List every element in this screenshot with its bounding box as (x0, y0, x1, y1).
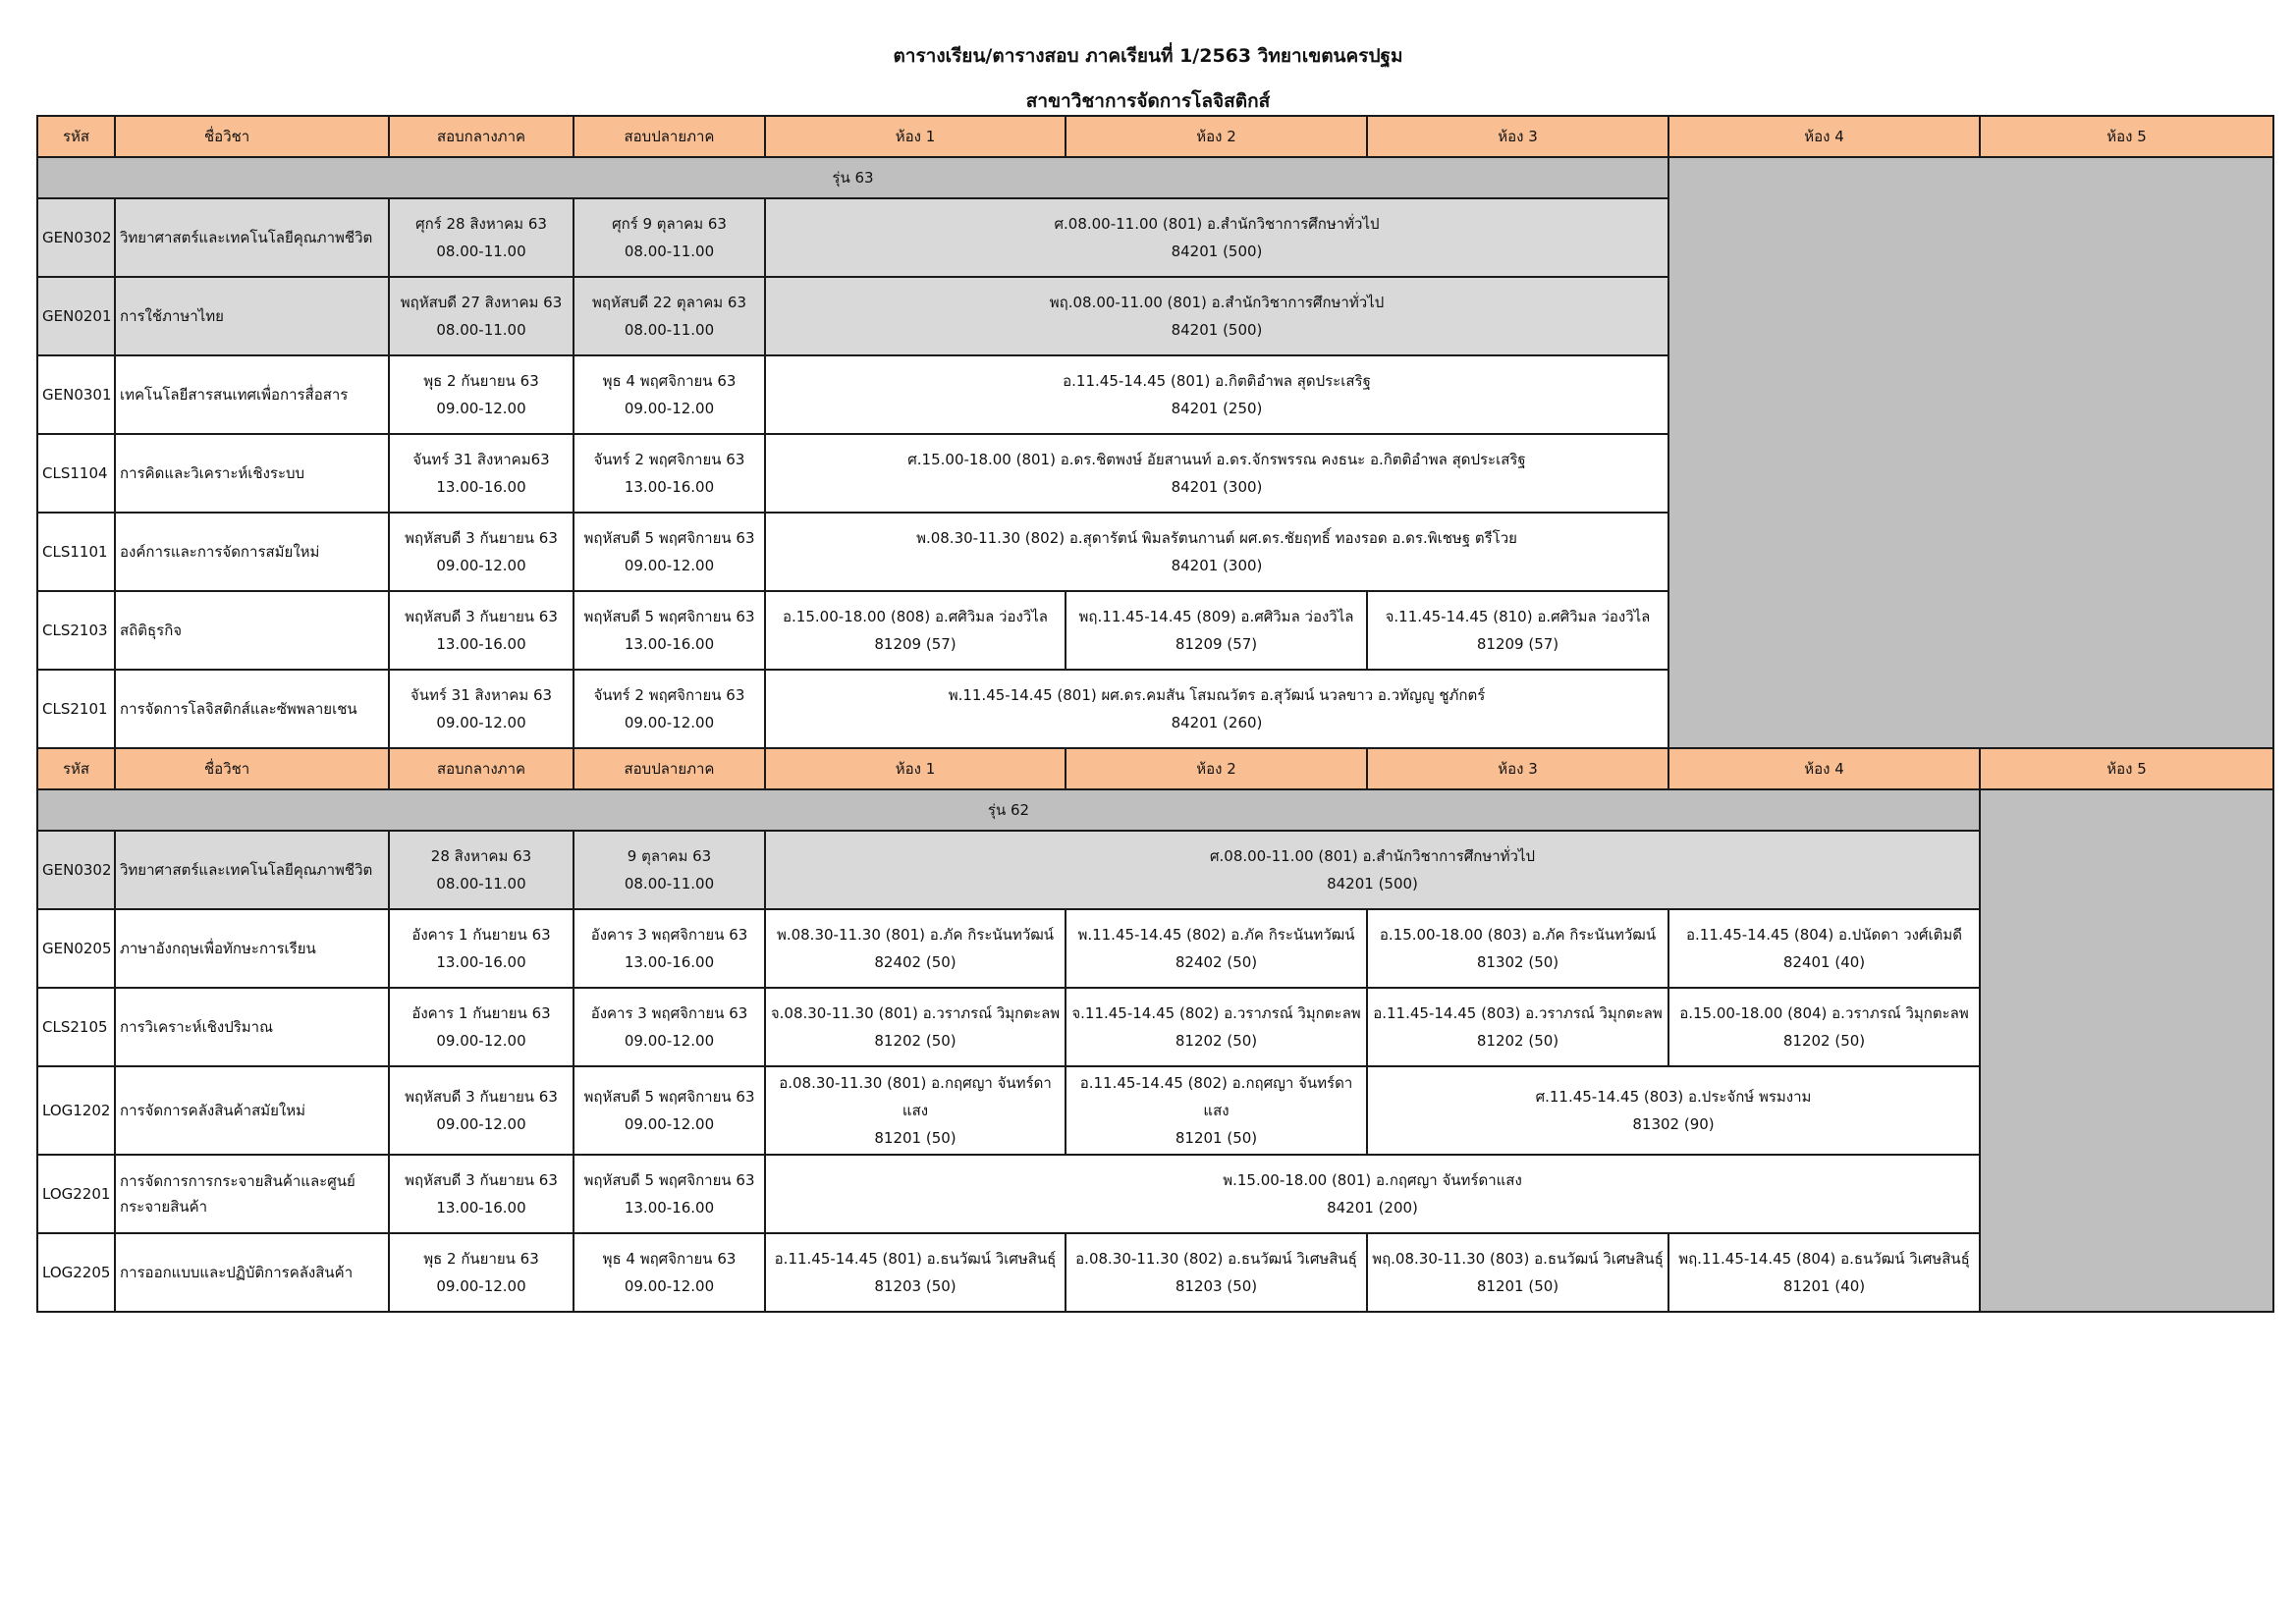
exam-date: พุธ 2 กันยายน 63 (423, 1250, 539, 1268)
course-code: GEN0301 (37, 355, 115, 434)
final-exam (574, 988, 765, 1066)
col-room1: ห้อง 1 (765, 116, 1066, 157)
col-room3: ห้อง 3 (1367, 116, 1668, 157)
col-name: ชื่อวิชา (115, 116, 389, 157)
group-label: รุ่น 63 (37, 157, 1668, 198)
session-room: 84201 (300) (1171, 557, 1263, 574)
session-room: 84201 (500) (1171, 243, 1263, 260)
course-name: การใช้ภาษาไทย (115, 277, 389, 355)
exam-time: 09.00-12.00 (624, 400, 715, 417)
course-name: วิทยาศาสตร์และเทคโนโลยีคุณภาพชีวิต (115, 198, 389, 277)
table-row (37, 988, 2273, 1066)
group-label: รุ่น 62 (37, 789, 1980, 831)
session-info: ศ.08.00-11.00 (801) อ.สำนักวิชาการศึกษาทั่วไป (1054, 215, 1380, 233)
final-exam (574, 198, 765, 277)
session-room: 84201 (250) (1171, 400, 1263, 417)
course-name-line1: การจัดการการกระจายสินค้าและศูนย์ (120, 1172, 355, 1190)
session-info: ศ.08.00-11.00 (801) อ.สำนักวิชาการศึกษาทั่วไป (1209, 847, 1536, 865)
exam-time: 08.00-11.00 (436, 243, 526, 260)
exam-date: 28 สิงหาคม 63 (430, 847, 532, 865)
session-info: ศ.11.45-14.45 (803) อ.ประจักษ์ พรมงาม (1535, 1088, 1812, 1106)
course-code: GEN0302 (37, 198, 115, 277)
exam-date: พฤหัสบดี 27 สิงหาคม 63 (400, 294, 563, 311)
midterm-exam (389, 513, 574, 591)
exam-date: พฤหัสบดี 5 พฤศจิกายน 63 (583, 608, 755, 625)
exam-time: 08.00-11.00 (624, 243, 715, 260)
room2-session (1066, 909, 1367, 988)
document-subtitle: สาขาวิชาการจัดการโลจิสติกส์ (1025, 90, 1271, 112)
exam-date: จันทร์ 31 สิงหาคม 63 (410, 686, 553, 704)
session-room: 81209 (57) (874, 635, 957, 653)
exam-time: 13.00-16.00 (624, 1199, 715, 1217)
course-name: เทคโนโลยีสารสนเทศเพื่อการสื่อสาร (115, 355, 389, 434)
midterm-exam (389, 831, 574, 909)
course-name: การจัดการโลจิสติกส์และซัพพลายเชน (115, 670, 389, 748)
col-room1: ห้อง 1 (765, 748, 1066, 789)
session-room: 82401 (40) (1782, 953, 1866, 971)
exam-time: 13.00-16.00 (624, 478, 715, 496)
exam-date: จันทร์ 31 สิงหาคม63 (412, 451, 550, 468)
midterm-exam (389, 1066, 574, 1155)
group-row (37, 789, 2273, 831)
session-info: อ.11.45-14.45 (801) อ.ธนวัฒน์ วิเศษสินธุ์ (774, 1250, 1057, 1268)
room3-4-session (1367, 1066, 1980, 1155)
final-exam (574, 1155, 765, 1233)
session-info: อ.15.00-18.00 (808) อ.ศศิวิมล ว่องวิไล (783, 608, 1048, 625)
exam-date: พฤหัสบดี 3 กันยายน 63 (405, 529, 558, 547)
exam-date: พุธ 2 กันยายน 63 (423, 372, 539, 390)
col-room2: ห้อง 2 (1066, 748, 1367, 789)
room2-session (1066, 1233, 1367, 1312)
course-name: ภาษาอังกฤษเพื่อทักษะการเรียน (115, 909, 389, 988)
course-code: LOG1202 (37, 1066, 115, 1155)
table-row (37, 831, 2273, 909)
exam-time: 09.00-12.00 (436, 400, 526, 417)
midterm-exam (389, 434, 574, 513)
session-info: จ.08.30-11.30 (801) อ.วราภรณ์ วิมุกตะลพ (770, 1004, 1061, 1022)
midterm-exam (389, 1233, 574, 1312)
session-room: 81202 (50) (1175, 1032, 1258, 1050)
session-info: พ.11.45-14.45 (801) ผศ.ดร.คมสัน โสมณวัตร อ.สุวัฒน์ นวลขาว อ.วทัญญู ชูภักตร์ (948, 686, 1486, 704)
room1-session (765, 988, 1066, 1066)
header-row (37, 748, 2273, 789)
exam-date: อังคาร 3 พฤศจิกายน 63 (590, 1004, 748, 1022)
course-code: GEN0302 (37, 831, 115, 909)
col-midterm: สอบกลางภาค (389, 116, 574, 157)
table-row (37, 909, 2273, 988)
midterm-exam (389, 988, 574, 1066)
room1-session (765, 1233, 1066, 1312)
session-room: 84201 (200) (1327, 1199, 1418, 1217)
session-room: 81201 (50) (874, 1129, 957, 1147)
session-room: 81201 (50) (1175, 1129, 1258, 1147)
room4-session (1668, 909, 1980, 988)
course-code: CLS2105 (37, 988, 115, 1066)
exam-date: พฤหัสบดี 22 ตุลาคม 63 (591, 294, 747, 311)
course-name: สถิติธุรกิจ (115, 591, 389, 670)
col-room4: ห้อง 4 (1668, 116, 1980, 157)
exam-date: ศุกร์ 28 สิงหาคม 63 (415, 215, 547, 233)
session-room: 84201 (260) (1171, 714, 1263, 731)
exam-date: พฤหัสบดี 5 พฤศจิกายน 63 (583, 1171, 755, 1189)
session-info: อ.08.30-11.30 (801) อ.กฤศญา จันทร์ดาแสง (779, 1074, 1052, 1119)
exam-time: 08.00-11.00 (436, 875, 526, 893)
session-room: 81202 (50) (1782, 1032, 1866, 1050)
empty-rooms-area (1668, 157, 2273, 748)
exam-time: 09.00-12.00 (436, 1032, 526, 1050)
course-code: GEN0201 (37, 277, 115, 355)
class-session (765, 1155, 1980, 1233)
table-row (37, 1155, 2273, 1233)
course-code: CLS1101 (37, 513, 115, 591)
col-room2: ห้อง 2 (1066, 116, 1367, 157)
room3-session (1367, 909, 1668, 988)
session-info: อ.11.45-14.45 (804) อ.ปนัดดา วงศ์เติมดี (1686, 926, 1962, 944)
exam-time: 09.00-12.00 (624, 1032, 715, 1050)
exam-date: อังคาร 3 พฤศจิกายน 63 (590, 926, 748, 944)
room3-session (1367, 1233, 1668, 1312)
final-exam (574, 1066, 765, 1155)
session-room: 81302 (50) (1476, 953, 1559, 971)
header-row (37, 116, 2273, 157)
exam-time: 09.00-12.00 (624, 1277, 715, 1295)
col-name: ชื่อวิชา (115, 748, 389, 789)
exam-time: 09.00-12.00 (624, 557, 715, 574)
col-final: สอบปลายภาค (574, 748, 765, 789)
session-room: 82402 (50) (1175, 953, 1258, 971)
session-info: พ.15.00-18.00 (801) อ.กฤศญา จันทร์ดาแสง (1223, 1171, 1522, 1189)
session-info: พ.08.30-11.30 (802) อ.สุดารัตน์ พิมลรัตนกานต์ ผศ.ดร.ชัยฤทธิ์ ทองรอด อ.ดร.พิเชษฐ ตรีโวย (916, 529, 1517, 547)
session-info: อ.15.00-18.00 (804) อ.วราภรณ์ วิมุกตะลพ (1679, 1004, 1969, 1022)
session-info: อ.15.00-18.00 (803) อ.ภัค กิระนันทวัฒน์ (1379, 926, 1657, 944)
final-exam (574, 513, 765, 591)
session-info: จ.11.45-14.45 (802) อ.วราภรณ์ วิมุกตะลพ (1071, 1004, 1361, 1022)
room3-session (1367, 988, 1668, 1066)
course-name: องค์การและการจัดการสมัยใหม่ (115, 513, 389, 591)
col-room5: ห้อง 5 (1980, 748, 2273, 789)
session-room: 84201 (500) (1171, 321, 1263, 339)
exam-time: 13.00-16.00 (436, 1199, 526, 1217)
class-session (765, 198, 1668, 277)
course-code: CLS2101 (37, 670, 115, 748)
session-room: 81201 (40) (1782, 1277, 1866, 1295)
class-session (765, 513, 1668, 591)
midterm-exam (389, 909, 574, 988)
session-room: 81203 (50) (1175, 1277, 1258, 1295)
exam-date: อังคาร 1 กันยายน 63 (411, 926, 551, 944)
group-row (37, 157, 2273, 198)
room1-session (765, 591, 1066, 670)
exam-date: พฤหัสบดี 3 กันยายน 63 (405, 1171, 558, 1189)
room1-session (765, 909, 1066, 988)
session-room: 81203 (50) (874, 1277, 957, 1295)
final-exam (574, 591, 765, 670)
session-room: 81302 (90) (1632, 1115, 1715, 1133)
course-name-line2: กระจายสินค้า (120, 1198, 208, 1216)
exam-date: พฤหัสบดี 3 กันยายน 63 (405, 1088, 558, 1106)
session-info: อ.08.30-11.30 (802) อ.ธนวัฒน์ วิเศษสินธุ์ (1075, 1250, 1357, 1268)
exam-time: 08.00-11.00 (436, 321, 526, 339)
midterm-exam (389, 277, 574, 355)
final-exam (574, 670, 765, 748)
table-row (37, 1066, 2273, 1155)
session-info: อ.11.45-14.45 (803) อ.วราภรณ์ วิมุกตะลพ (1373, 1004, 1663, 1022)
exam-time: 09.00-12.00 (624, 714, 715, 731)
exam-date: จันทร์ 2 พฤศจิกายน 63 (593, 451, 745, 468)
room4-session (1668, 1233, 1980, 1312)
col-midterm: สอบกลางภาค (389, 748, 574, 789)
midterm-exam (389, 591, 574, 670)
session-info: อ.11.45-14.45 (802) อ.กฤศญา จันทร์ดาแสง (1079, 1074, 1353, 1119)
session-info: พฤ.11.45-14.45 (804) อ.ธนวัฒน์ วิเศษสินธุ์ (1678, 1250, 1970, 1268)
exam-date: พฤหัสบดี 3 กันยายน 63 (405, 608, 558, 625)
room2-session (1066, 988, 1367, 1066)
exam-time: 13.00-16.00 (624, 953, 715, 971)
course-name: การออกแบบและปฏิบัติการคลังสินค้า (115, 1233, 389, 1312)
document-title: ตารางเรียน/ตารางสอบ ภาคเรียนที่ 1/2563 วิทยาเขตนครปฐม (893, 45, 1403, 67)
exam-date: จันทร์ 2 พฤศจิกายน 63 (593, 686, 745, 704)
exam-time: 09.00-12.00 (436, 1277, 526, 1295)
exam-time: 13.00-16.00 (436, 953, 526, 971)
course-name: การจัดการคลังสินค้าสมัยใหม่ (115, 1066, 389, 1155)
midterm-exam (389, 355, 574, 434)
session-info: พฤ.11.45-14.45 (809) อ.ศศิวิมล ว่องวิไล (1078, 608, 1354, 625)
exam-date: พฤหัสบดี 5 พฤศจิกายน 63 (583, 529, 755, 547)
session-info: พฤ.08.00-11.00 (801) อ.สำนักวิชาการศึกษาทั่วไป (1049, 294, 1385, 311)
final-exam (574, 277, 765, 355)
session-room: 81209 (57) (1175, 635, 1258, 653)
empty-room5-area (1980, 789, 2273, 1312)
course-code: CLS2103 (37, 591, 115, 670)
exam-date: พุธ 4 พฤศจิกายน 63 (602, 1250, 737, 1268)
session-room: 81202 (50) (874, 1032, 957, 1050)
class-session (765, 670, 1668, 748)
exam-time: 08.00-11.00 (624, 321, 715, 339)
col-code: รหัส (37, 116, 115, 157)
final-exam (574, 831, 765, 909)
exam-date: พุธ 4 พฤศจิกายน 63 (602, 372, 737, 390)
col-room4: ห้อง 4 (1668, 748, 1980, 789)
exam-time: 09.00-12.00 (436, 1115, 526, 1133)
table-row (37, 1233, 2273, 1312)
course-name (115, 1155, 389, 1233)
final-exam (574, 355, 765, 434)
exam-date: อังคาร 1 กันยายน 63 (411, 1004, 551, 1022)
class-session (765, 831, 1980, 909)
exam-time: 09.00-12.00 (436, 557, 526, 574)
class-session (765, 355, 1668, 434)
session-info: พ.08.30-11.30 (801) อ.ภัค กิระนันทวัฒน์ (776, 926, 1055, 944)
col-room5: ห้อง 5 (1980, 116, 2273, 157)
session-info: พ.11.45-14.45 (802) อ.ภัค กิระนันทวัฒน์ (1077, 926, 1355, 944)
course-code: LOG2201 (37, 1155, 115, 1233)
exam-date: 9 ตุลาคม 63 (627, 847, 712, 865)
col-final: สอบปลายภาค (574, 116, 765, 157)
exam-time: 13.00-16.00 (436, 478, 526, 496)
class-session (765, 277, 1668, 355)
exam-time: 13.00-16.00 (624, 635, 715, 653)
session-info: ศ.15.00-18.00 (801) อ.ดร.ชิตพงษ์ อัยสานนท์ อ.ดร.จักรพรรณ คงธนะ อ.กิตติอำพล สุดประเสริฐ (907, 451, 1526, 468)
session-info: จ.11.45-14.45 (810) อ.ศศิวิมล ว่องวิไล (1385, 608, 1651, 625)
exam-date: พฤหัสบดี 5 พฤศจิกายน 63 (583, 1088, 755, 1106)
course-code: CLS1104 (37, 434, 115, 513)
room1-session (765, 1066, 1066, 1155)
session-room: 81201 (50) (1476, 1277, 1559, 1295)
course-name: การคิดและวิเคราะห์เชิงระบบ (115, 434, 389, 513)
midterm-exam (389, 670, 574, 748)
col-room3: ห้อง 3 (1367, 748, 1668, 789)
course-code: GEN0205 (37, 909, 115, 988)
col-code: รหัส (37, 748, 115, 789)
room4-session (1668, 988, 1980, 1066)
room2-session (1066, 591, 1367, 670)
session-room: 84201 (300) (1171, 478, 1263, 496)
session-info: อ.11.45-14.45 (801) อ.กิตติอำพล สุดประเสริฐ (1063, 372, 1371, 390)
schedule-table (36, 115, 2274, 1313)
exam-date: ศุกร์ 9 ตุลาคม 63 (612, 215, 727, 233)
course-code: LOG2205 (37, 1233, 115, 1312)
exam-time: 09.00-12.00 (436, 714, 526, 731)
midterm-exam (389, 198, 574, 277)
final-exam (574, 434, 765, 513)
final-exam (574, 1233, 765, 1312)
exam-time: 09.00-12.00 (624, 1115, 715, 1133)
exam-time: 13.00-16.00 (436, 635, 526, 653)
session-room: 81209 (57) (1476, 635, 1559, 653)
course-name: การวิเคราะห์เชิงปริมาณ (115, 988, 389, 1066)
room2-session (1066, 1066, 1367, 1155)
room3-session (1367, 591, 1668, 670)
class-session (765, 434, 1668, 513)
session-info: พฤ.08.30-11.30 (803) อ.ธนวัฒน์ วิเศษสินธุ์ (1372, 1250, 1664, 1268)
exam-time: 08.00-11.00 (624, 875, 715, 893)
final-exam (574, 909, 765, 988)
session-room: 84201 (500) (1327, 875, 1418, 893)
session-room: 82402 (50) (874, 953, 957, 971)
session-room: 81202 (50) (1476, 1032, 1559, 1050)
course-name: วิทยาศาสตร์และเทคโนโลยีคุณภาพชีวิต (115, 831, 389, 909)
midterm-exam (389, 1155, 574, 1233)
